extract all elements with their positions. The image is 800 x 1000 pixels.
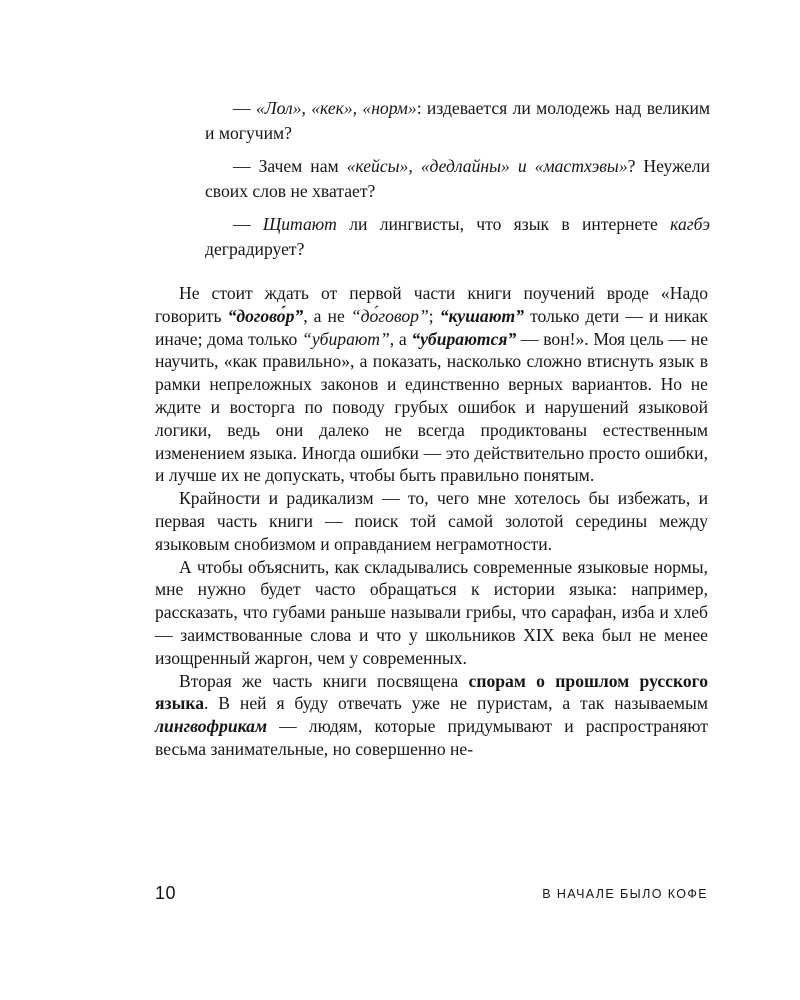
book-page	[155, 96, 711, 761]
paragraph-4	[155, 670, 708, 761]
text-run: Вторая же часть книги посвящена	[179, 670, 469, 691]
bold-italic-run: “кушают”	[439, 305, 525, 326]
bold-italic-run: “догово́р”	[227, 305, 304, 326]
paragraph-1	[155, 282, 708, 487]
text-run: Не стоит ждать от первой части книги поучений вроде «Надо говорить	[155, 283, 708, 326]
running-head: В НАЧАЛЕ БЫЛО КОФЕ	[542, 887, 708, 901]
quote-italic: кагбэ	[670, 214, 710, 234]
text-run: — вон!». Моя цель — не научить, «как правильно», а показать, насколько сложно втиснуть язык в рамки непреложных законов и единственно верных вариантов. Но не ждите и восторга по поводу грубых ошибок и нарушений языковой логики, ведь они далеко не всегда продиктованы естественным изменением языка. Иногда ошибки — это действительно просто ошибки, и лучше их не допускать, чтобы быть правильно понятым.	[155, 328, 709, 486]
bold-italic-run: “убираются”	[411, 328, 517, 349]
quote-text: деградирует?	[205, 238, 305, 259]
quote-text: ? Неужели своих слов не хватает?	[205, 156, 710, 201]
quote-2	[205, 154, 710, 203]
page-footer	[155, 883, 708, 907]
page-number: 10	[155, 883, 177, 903]
italic-run: “убирают”	[302, 328, 390, 349]
epigraph-questions	[205, 96, 710, 261]
paragraph-2: Крайности и радикализм — то, чего мне хотелось бы избежать, и первая часть книги — поиск той самой золотой середины между языковым снобизмом и оправданием неграмотности.	[155, 488, 708, 554]
bold-run: спорам о прошлом русского языка	[155, 670, 708, 714]
quote-text: — Зачем нам	[233, 156, 347, 176]
quote-dash: —	[233, 214, 263, 234]
quote-dash: —	[233, 98, 256, 118]
text-run: только дети — и никак иначе; дома только	[155, 305, 708, 349]
quote-italic: «кейсы», «дедлайны» и «мастхэвы»	[346, 156, 628, 176]
quote-italic: «Лол», «кек», «норм»	[255, 98, 417, 118]
text-run: , а не	[303, 305, 351, 326]
text-run: . В ней я буду отвечать уже не пуристам, а так называемым	[204, 693, 708, 714]
italic-run: “до́говор”	[350, 305, 429, 326]
bold-italic-run: лингвофрикам	[155, 716, 268, 737]
text-run: — людям, которые придумывают и распространяют весьма занимательные, но совершенно не-	[155, 716, 708, 759]
quote-italic: Щитают	[262, 214, 337, 234]
quote-text: : издевается ли молодежь над великим и могучим?	[205, 98, 711, 143]
text-run: ;	[428, 305, 440, 326]
paragraph-3: А чтобы объяснить, как складывались современные языковые нормы, мне нужно будет часто обращаться к истории языка: например, рассказать, что губами раньше называли грибы, что сарафан, изба и хлеб — заимствованные слова и что у школьников XIX века был не менее изощренный жаргон, чем у современных.	[155, 556, 708, 668]
quote-1	[205, 96, 710, 145]
text-run: , а	[389, 328, 412, 349]
quote-3	[205, 212, 710, 261]
body-text	[155, 282, 708, 761]
quote-text: ли лингвисты, что язык в интернете	[336, 214, 671, 234]
